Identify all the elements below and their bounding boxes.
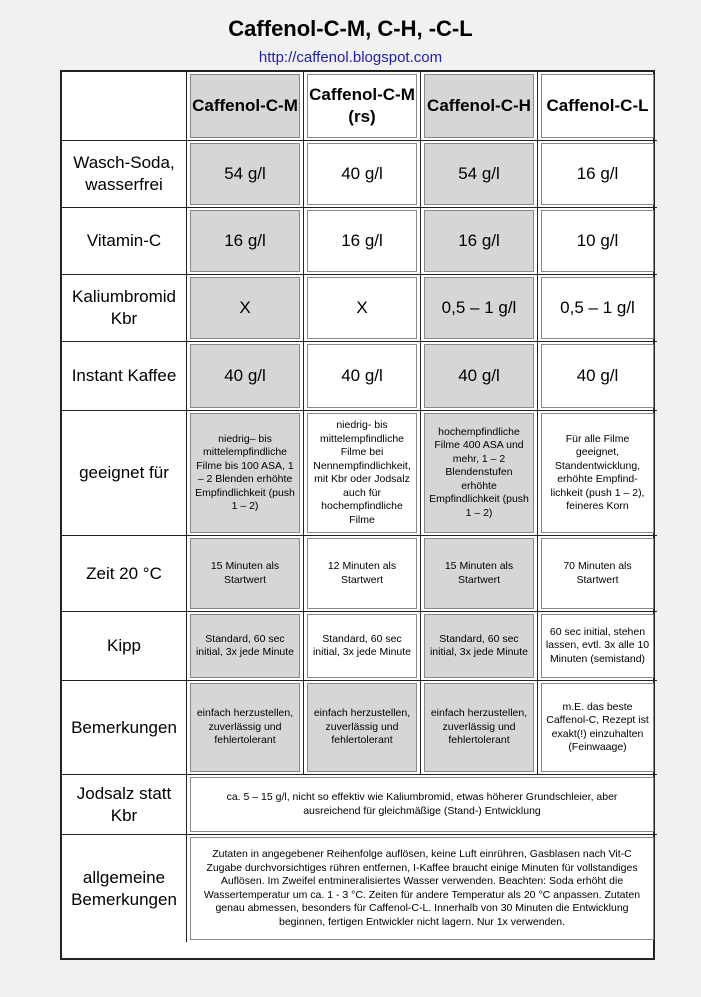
recipe-table [60,70,655,960]
table-cell: 40 g/l [541,344,654,408]
table-cell: 16 g/l [307,210,417,272]
table-cell: einfach herzustellen, zuverlässig und fehlertolerant [190,683,300,772]
table-cell: X [307,277,417,339]
table-cell: 40 g/l [307,143,417,205]
row-label: Kipp [62,612,187,681]
table-cell: 54 g/l [190,143,300,205]
table-cell: Standard, 60 sec initial, 3x jede Minute [190,614,300,678]
table-cell: 16 g/l [541,143,654,205]
table-cell: 15 Minuten als Startwert [190,538,300,609]
row-label: Vitamin-C [62,208,187,275]
row-label: allgemeine Bemerkungen [62,835,187,942]
column-header-c-m: Caffenol-C-M [190,74,300,138]
table-cell: hochempfindliche Filme 400 ASA und mehr, 1 – 2 Blendenstufen erhöhte Empfindlichkeit (push 1 – 2) [424,413,534,533]
table-cell: m.E. das beste Caffenol-C, Rezept ist exakt(!) einzuhalten (Feinwaage) [541,683,654,772]
jodsalz-note: ca. 5 – 15 g/l, nicht so effektiv wie Kaliumbromid, etwas höherer Grundschleier, aber ausreichend für gleichmäßige (Stand-) Entwicklung [190,777,654,832]
row-label: Wasch-Soda, wasserfrei [62,141,187,208]
table-cell: X [190,277,300,339]
table-cell: Standard, 60 sec initial, 3x jede Minute [307,614,417,678]
page-title: Caffenol-C-M, C-H, -C-L [228,16,473,41]
column-header-c-h: Caffenol-C-H [424,74,534,138]
row-label: Jodsalz statt Kbr [62,775,187,835]
table-cell: niedrig- bis mittelempfindliche Filme bei Nennempfindlichkeit, mit Kbr oder Jodsalz auch für hochempfindliche Filme [307,413,417,533]
table-cell: 10 g/l [541,210,654,272]
table-cell: 54 g/l [424,143,534,205]
table-cell: einfach herzustellen, zuverlässig und fehlertolerant [307,683,417,772]
table-cell: 40 g/l [424,344,534,408]
table-cell: 12 Minuten als Startwert [307,538,417,609]
row-label: geeignet für [62,411,187,536]
row-label: Zeit 20 °C [62,536,187,612]
column-header-c-m-rs: Caffenol-C-M (rs) [307,74,417,138]
table-cell: 16 g/l [424,210,534,272]
table-cell: 15 Minuten als Startwert [424,538,534,609]
table-cell: 16 g/l [190,210,300,272]
table-cell: 40 g/l [190,344,300,408]
table-cell: 70 Minuten als Startwert [541,538,654,609]
column-header-c-l: Caffenol-C-L [541,74,654,138]
row-label: Bemerkungen [62,681,187,775]
row-label: Kaliumbromid Kbr [62,275,187,342]
table-cell: Standard, 60 sec initial, 3x jede Minute [424,614,534,678]
table-cell: einfach herzustellen, zuverlässig und fehlertolerant [424,683,534,772]
table-cell: 0,5 – 1 g/l [541,277,654,339]
row-label: Instant Kaffee [62,342,187,411]
table-cell: 40 g/l [307,344,417,408]
table-cell: Für alle Filme geeignet, Standentwicklung, erhöhte Empfind-lichkeit (push 1 – 2), feineres Korn [541,413,654,533]
table-cell: niedrig– bis mittelempfindliche Filme bis 100 ASA, 1 – 2 Blenden erhöhte Empfindlichkeit (push 1 – 2) [190,413,300,533]
blog-link[interactable]: http://caffenol.blogspot.com [258,49,443,66]
general-remarks: Zutaten in angegebener Reihenfolge auflösen, keine Luft einrühren, Gasblasen nach Vit-C Zugabe durchvorsichtiges rühren entfernen, I-Kaffee braucht einige Minuten für vollstandiges Auflösen. Im Zweifel entmineralisiertes Wasser verwenden. Beachten: Soda erhöht die Wassertemperatur um ca. 1 - 3 °C. Zeiten für andere Temperatur als 20 °C anpassen. Zutaten genau abmessen, besonders für Caffenol-C-L. Innerhalb von 30 Minuten die Entwicklung beginnen, fertigen Entwickler nicht lagern. Nur 1x verwenden. [190,837,654,940]
table-cell: 60 sec initial, stehen lassen, evtl. 3x alle 10 Minuten (semistand) [541,614,654,678]
corner-cell [62,72,187,141]
table-cell: 0,5 – 1 g/l [424,277,534,339]
